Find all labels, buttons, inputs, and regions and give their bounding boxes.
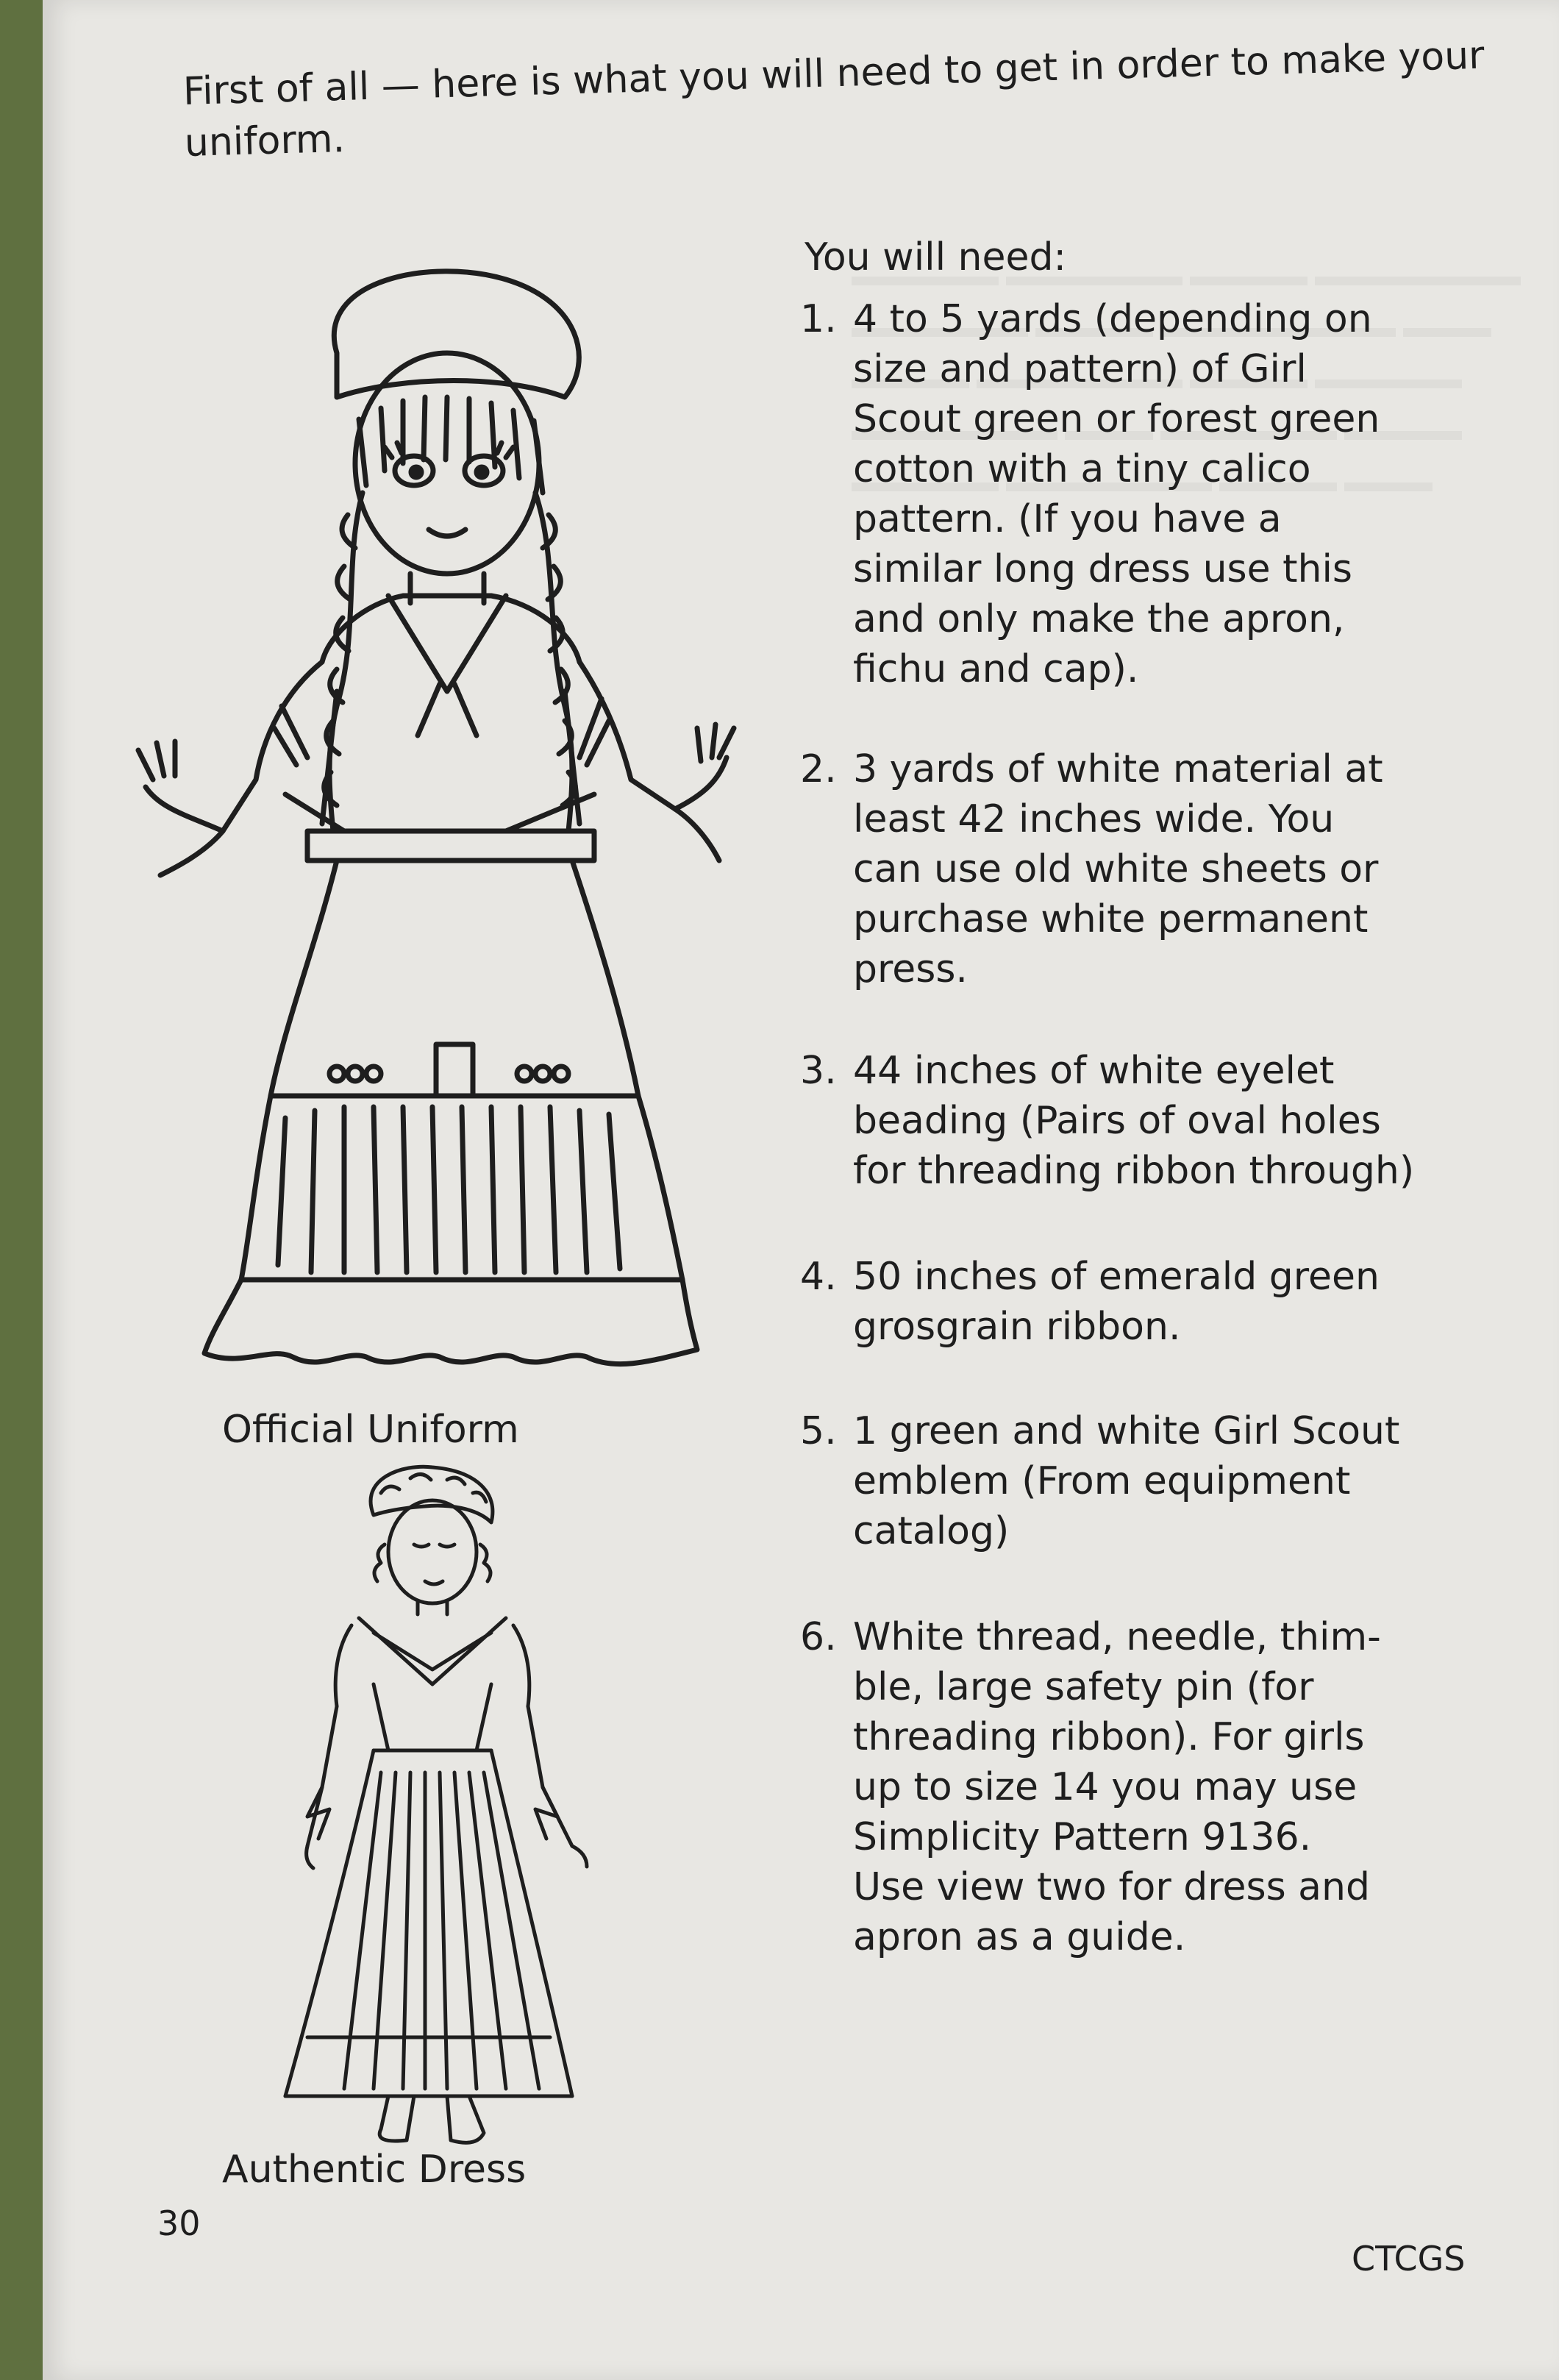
item-number: 1. — [800, 297, 837, 341]
list-item — [800, 1406, 1399, 1556]
intro-text: First of all — here is what you will need to get in order to make your uniform. — [182, 33, 1485, 165]
item-text: 1 green and white Girl Scout emblem (From equipment catalog) — [853, 1409, 1400, 1553]
official-uniform-illustration — [94, 250, 712, 1368]
item-text: 3 yards of white material at least 42 inches wide. You can use old white sheets or purchase white permanent press. — [853, 747, 1383, 991]
list-item — [800, 1612, 1381, 1962]
need-heading: You will need: — [805, 235, 1067, 279]
item-text: 44 inches of white eyelet beading (Pairs of oval holes for threading ribbon through) — [853, 1049, 1415, 1193]
item-text: White thread, needle, thim- ble, large safety pin (for threading ribbon). For girls up to size 14 you may use Simplicity Pattern 9136. Use view two for dress and apron as a guide. — [853, 1615, 1381, 1959]
page-number: 30 — [157, 2203, 201, 2243]
item-number: 5. — [800, 1409, 837, 1453]
publisher-credit: CTCGS — [1352, 2239, 1466, 2279]
authentic-dress-caption: Authentic Dress — [222, 2148, 527, 2192]
list-item — [800, 1252, 1380, 1352]
item-number: 4. — [800, 1255, 837, 1299]
list-item — [800, 294, 1380, 694]
item-number: 6. — [800, 1615, 837, 1659]
official-uniform-caption: Official Uniform — [222, 1408, 519, 1452]
authentic-dress-illustration — [263, 1464, 602, 2148]
list-item — [800, 1046, 1414, 1196]
item-text: 4 to 5 yards (depending on size and pattern) of Girl Scout green or forest green cotton with a tiny calico pattern. (If you have a similar long dress use this and only make the apron, fichu and cap). — [853, 297, 1380, 691]
item-number: 2. — [800, 747, 837, 791]
list-item — [800, 744, 1383, 994]
item-number: 3. — [800, 1049, 837, 1093]
book-page — [43, 0, 1559, 2380]
item-text: 50 inches of emerald green grosgrain ribbon. — [853, 1255, 1380, 1349]
